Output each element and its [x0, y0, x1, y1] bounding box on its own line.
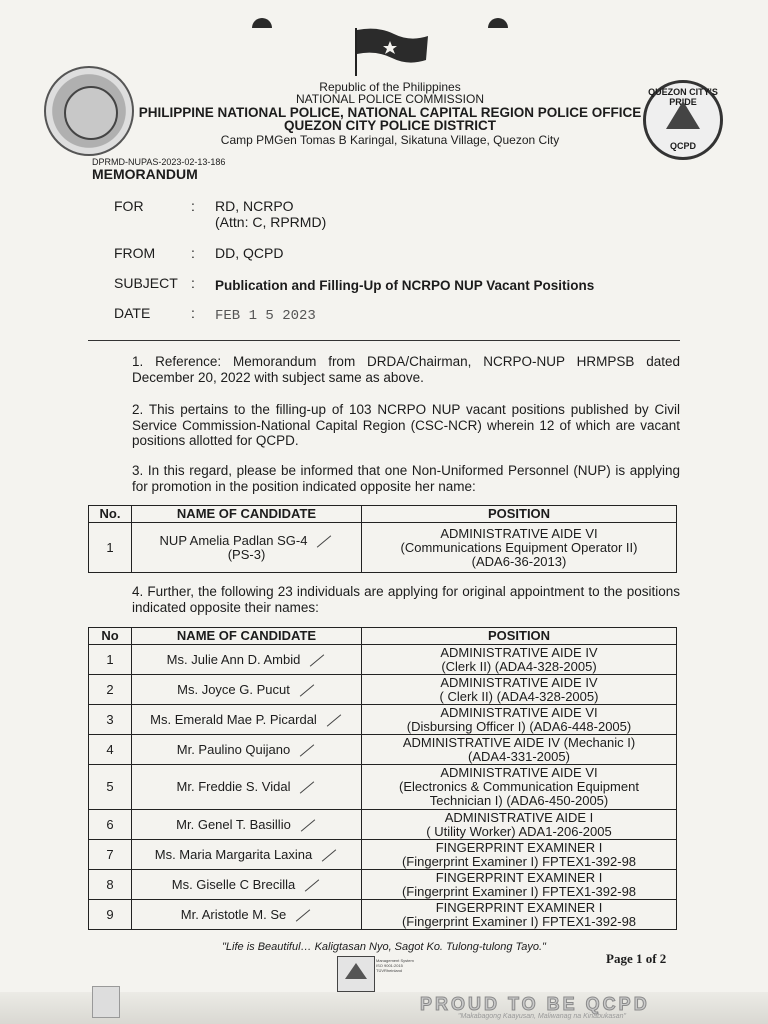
table-row [89, 523, 677, 573]
row-no: 4 [89, 735, 132, 765]
col-name: NAME OF CANDIDATE [132, 506, 362, 523]
check-mark-icon [300, 781, 314, 793]
reference-number: DPRMD-NUPAS-2023-02-13-186 [92, 157, 226, 167]
row-name: Ms. Giselle C Brecilla [132, 870, 362, 900]
for-label: FOR [114, 198, 144, 214]
row-name: Mr. Paulino Quijano [132, 735, 362, 765]
check-mark-icon [327, 714, 341, 726]
row-name: Ms. Joyce G. Pucut [132, 675, 362, 705]
tuv-certification-icon [337, 956, 375, 992]
seal-bottom-text: QCPD [669, 141, 696, 151]
row-no: 9 [89, 900, 132, 930]
check-mark-icon [301, 819, 315, 831]
date-stamp: FEB 1 5 2023 [215, 308, 316, 324]
footer-tagline: "Makabagong Kaayusan, Maliwanag na Kinabukasan" [458, 1013, 627, 1020]
paragraph-4: 4. Further, the following 23 individuals are applying for original appointment to the positions indicated opposite their names: [132, 584, 680, 615]
date-label: DATE [114, 305, 151, 321]
table-row [89, 675, 677, 705]
table-row [89, 645, 677, 675]
paragraph-3: 3. In this regard, please be informed that one Non-Uniformed Personnel (NUP) is applying for promotion in the position indicated opposite her name: [132, 463, 680, 494]
row-name: Ms. Julie Ann D. Ambid [132, 645, 362, 675]
philippine-flag-icon [348, 24, 432, 78]
subject-label: SUBJECT [114, 275, 178, 291]
row-no: 1 [89, 523, 132, 573]
col-position: POSITION [362, 628, 677, 645]
col-no: No. [89, 506, 132, 523]
for-colon: : [191, 198, 195, 214]
header-pnp: PHILIPPINE NATIONAL POLICE, NATIONAL CAPITAL REGION POLICE OFFICE [138, 105, 642, 120]
row-no: 1 [89, 645, 132, 675]
col-position: POSITION [362, 506, 677, 523]
row-no: 2 [89, 675, 132, 705]
header-qcpd: QUEZON CITY POLICE DISTRICT [283, 118, 496, 133]
from-value: DD, QCPD [215, 245, 284, 261]
for-value: RD, NCRPO [215, 198, 294, 214]
punch-hole-right [488, 18, 508, 28]
row-no: 3 [89, 705, 132, 735]
table-row [89, 765, 677, 810]
check-mark-icon [305, 879, 319, 891]
certification-text: Management System ISO 9001:2015 TÜVRheinland [376, 958, 414, 973]
footer-badge-icon [92, 986, 120, 1018]
header-address: Camp PMGen Tomas B Karingal, Sikatuna Village, Quezon City [220, 133, 560, 147]
table-row [89, 810, 677, 840]
from-colon: : [191, 245, 195, 261]
check-mark-icon [300, 684, 314, 696]
footer-quote: "Life is Beautiful… Kaligtasan Nyo, Sagot Ko. Tulong-tulong Tayo." [222, 941, 546, 953]
page-number: Page 1 of 2 [606, 951, 667, 966]
row-position: ADMINISTRATIVE AIDE IV (Clerk II) (ADA4-328-2005) [362, 645, 677, 675]
row-no: 5 [89, 765, 132, 810]
table-row [89, 900, 677, 930]
row-no: 7 [89, 840, 132, 870]
col-no: No [89, 628, 132, 645]
check-mark-icon [310, 654, 324, 666]
row-name: NUP Amelia Padlan SG-4 (PS-3) [132, 523, 362, 573]
row-position: ADMINISTRATIVE AIDE I ( Utility Worker) ADA1-206-2005 [362, 810, 677, 840]
row-position: ADMINISTRATIVE AIDE VI (Disbursing Officer I) (ADA6-448-2005) [362, 705, 677, 735]
paragraph-2: 2. This pertains to the filling-up of 103 NCRPO NUP vacant positions published by Civil Service Commission-National Capital Region (CSC-NCR) wherein 12 of which are vacant positions allotted for QCPD. [132, 402, 680, 448]
promotion-table [88, 505, 677, 573]
punch-hole-left [252, 18, 272, 28]
footer-slogan: PROUD TO BE QCPD [420, 994, 650, 1014]
memo-title: MEMORANDUM [92, 166, 198, 182]
table-row [89, 840, 677, 870]
paragraph-1: 1. Reference: Memorandum from DRDA/Chairman, NCRPO-NUP HRMPSB dated December 20, 2022 with subject same as above. [132, 354, 680, 385]
row-no: 6 [89, 810, 132, 840]
row-no: 8 [89, 870, 132, 900]
check-mark-icon [322, 849, 336, 861]
table-row [89, 735, 677, 765]
table-row [89, 870, 677, 900]
row-name: Mr. Aristotle M. Se [132, 900, 362, 930]
row-name: Mr. Genel T. Basillio [132, 810, 362, 840]
row-position: FINGERPRINT EXAMINER I (Fingerprint Examiner I) FPTEX1-392-98 [362, 870, 677, 900]
row-position: FINGERPRINT EXAMINER I (Fingerprint Examiner I) FPTEX1-392-98 [362, 840, 677, 870]
row-name: Ms. Maria Margarita Laxina [132, 840, 362, 870]
header-republic: Republic of the Philippines [319, 80, 461, 94]
table-row [89, 705, 677, 735]
header-napolcom: NATIONAL POLICE COMMISSION [295, 92, 485, 106]
from-label: FROM [114, 245, 156, 261]
seal-top-text: QUEZON CITY'S PRIDE [648, 87, 718, 107]
date-colon: : [191, 305, 195, 321]
check-mark-icon [296, 909, 310, 921]
row-position: ADMINISTRATIVE AIDE VI (Communications Equipment Operator II) (ADA6-36-2013) [362, 523, 677, 573]
row-position: ADMINISTRATIVE AIDE VI (Electronics & Communication Equipment Technician I) (ADA6-450-2005) [362, 765, 677, 810]
subject-colon: : [191, 275, 195, 291]
row-position: FINGERPRINT EXAMINER I (Fingerprint Examiner I) FPTEX1-392-98 [362, 900, 677, 930]
row-position: ADMINISTRATIVE AIDE IV (Mechanic I) (ADA4-331-2005) [362, 735, 677, 765]
for-attn: (Attn: C, RPRMD) [215, 214, 327, 230]
divider [88, 340, 680, 341]
check-mark-icon [317, 535, 331, 547]
subject-value: Publication and Filling-Up of NCRPO NUP Vacant Positions [215, 278, 595, 293]
appointment-table [88, 627, 677, 930]
row-position: ADMINISTRATIVE AIDE IV ( Clerk II) (ADA4-328-2005) [362, 675, 677, 705]
row-name: Ms. Emerald Mae P. Picardal [132, 705, 362, 735]
col-name: NAME OF CANDIDATE [132, 628, 362, 645]
row-name: Mr. Freddie S. Vidal [132, 765, 362, 810]
check-mark-icon [300, 744, 314, 756]
